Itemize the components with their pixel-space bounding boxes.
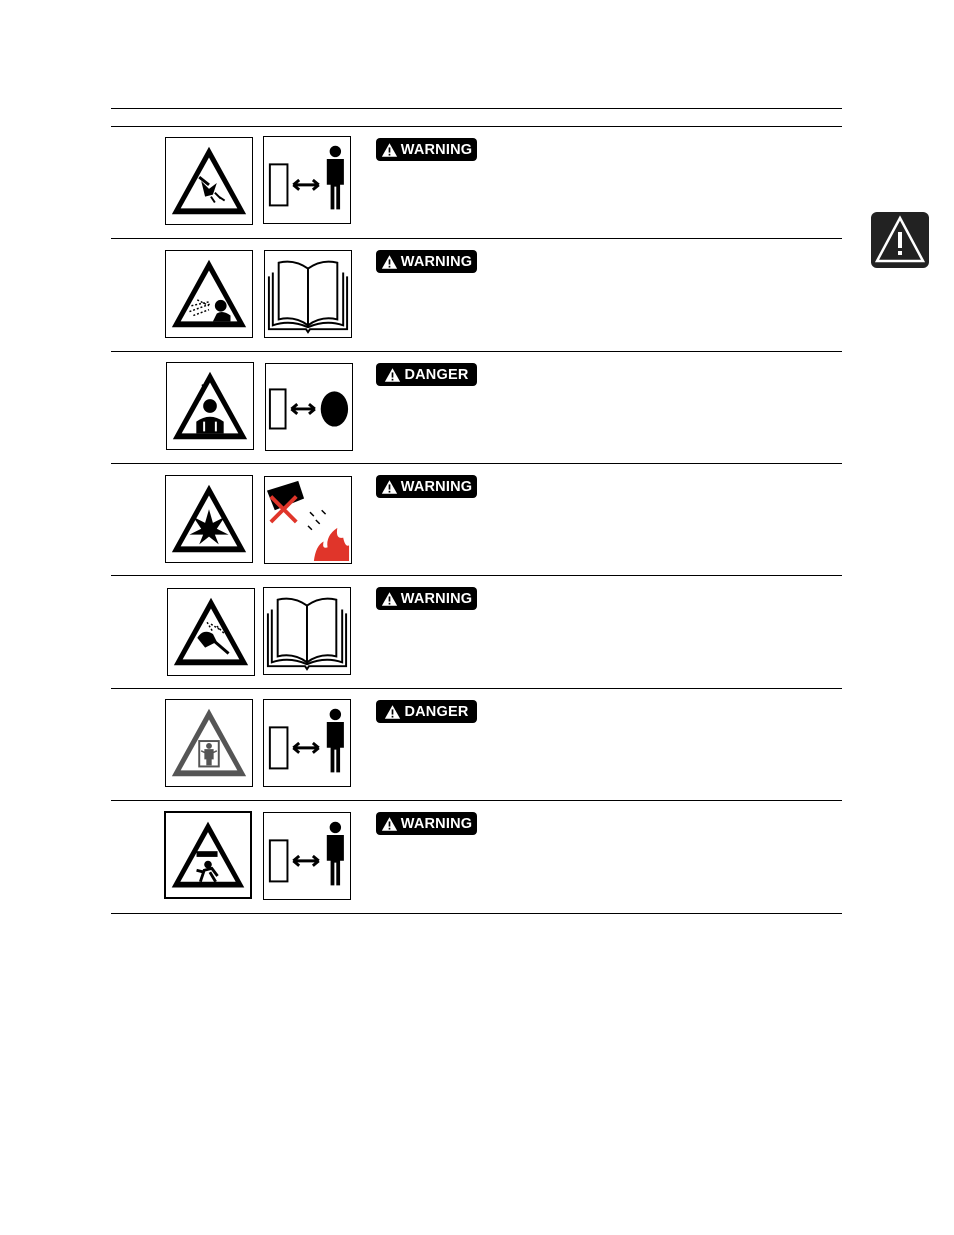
keep-away-face-icon [265, 363, 353, 451]
alert-icon [384, 367, 401, 383]
signal-word-label: WARNING [400, 478, 473, 495]
electrocution-icon [165, 699, 253, 787]
no-fuel-near-flame-icon [264, 476, 352, 564]
signal-word-label: WARNING [400, 253, 473, 270]
signal-word-label: DANGER [404, 703, 469, 720]
toxic-fumes-icon [166, 362, 254, 450]
cutting-hand-icon [165, 137, 253, 225]
warning-signal-word [376, 587, 477, 610]
safety-row [111, 127, 842, 239]
signal-word-label: WARNING [400, 590, 473, 607]
safety-row [111, 352, 842, 464]
warning-signal-word [376, 475, 477, 498]
warning-signal-word [376, 812, 477, 835]
signal-word-label: WARNING [400, 815, 473, 832]
read-manual-icon [263, 587, 351, 675]
safety-row [111, 464, 842, 576]
safety-row [111, 689, 842, 801]
alert-icon [384, 704, 401, 720]
safety-row [111, 801, 842, 913]
keep-away-icon [263, 699, 351, 787]
keep-away-icon [263, 812, 351, 900]
signal-word-label: WARNING [400, 141, 473, 158]
warning-signal-word [376, 250, 477, 273]
danger-signal-word [376, 700, 477, 723]
falling-object-icon [164, 811, 252, 899]
row-divider [111, 913, 842, 914]
safety-row [111, 239, 842, 351]
alert-icon [381, 591, 398, 607]
alert-icon [381, 142, 398, 158]
keep-away-icon [263, 136, 351, 224]
alert-icon [381, 254, 398, 270]
signal-word-label: DANGER [404, 366, 469, 383]
header-rule [111, 108, 842, 109]
explosion-icon [165, 475, 253, 563]
high-pressure-spray-icon [167, 588, 255, 676]
danger-signal-word [376, 363, 477, 386]
alert-icon [381, 816, 398, 832]
safety-row [111, 576, 842, 688]
read-manual-icon [264, 250, 352, 338]
warning-alert-icon [871, 212, 929, 268]
warning-signal-word [376, 138, 477, 161]
flying-debris-icon [165, 250, 253, 338]
alert-icon [381, 479, 398, 495]
